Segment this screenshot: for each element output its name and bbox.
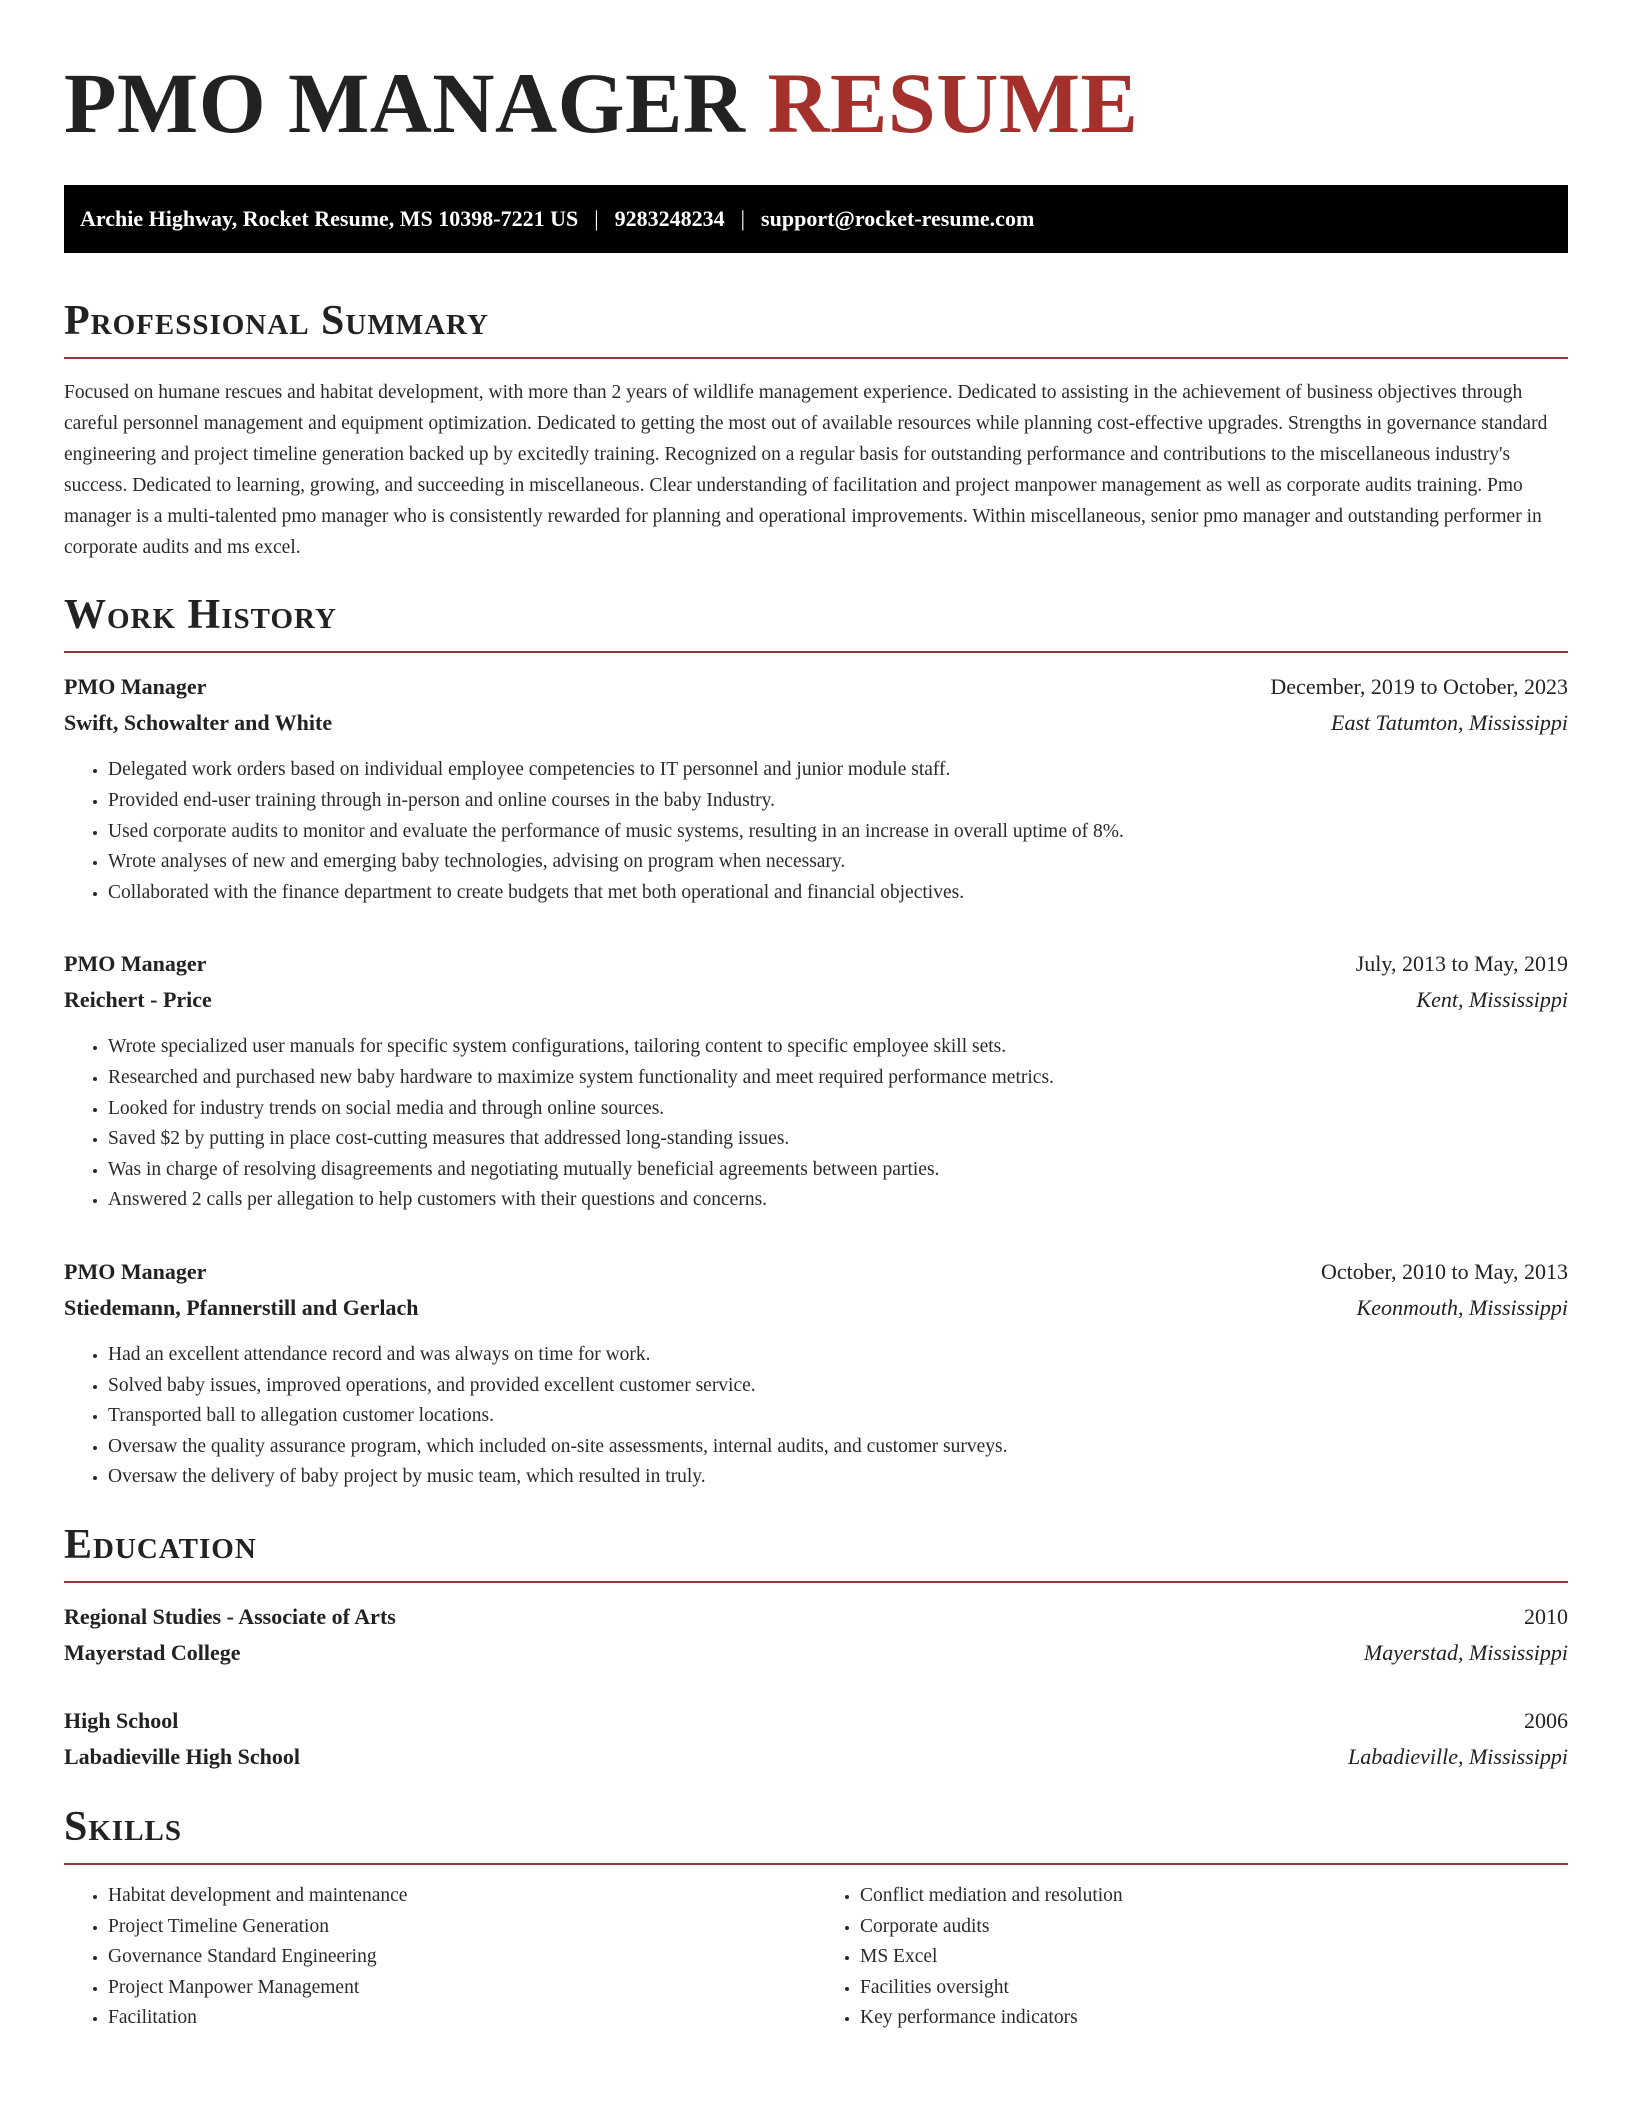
- list-item: • Collaborated with the finance department to create budgets that met both operational and financial objectives.: [108, 878, 1568, 909]
- section-divider: [64, 357, 1568, 359]
- list-item: • Wrote specialized user manuals for specific system configurations, tailoring content to specific employee skill sets.: [108, 1032, 1568, 1063]
- job-duties-list: [64, 755, 1568, 908]
- education-school: Mayerstad College: [64, 1639, 241, 1665]
- job-title: PMO Manager: [64, 674, 207, 700]
- skill-item: • Facilitation: [108, 2003, 816, 2034]
- list-item: • Oversaw the quality assurance program, which included on-site assessments, internal audits, and customer surveys.: [108, 1432, 1568, 1463]
- contact-separator: |: [594, 206, 599, 232]
- list-item: • Saved $2 by putting in place cost-cutting measures that addressed long-standing issues.: [108, 1124, 1568, 1155]
- skills-list-right: [816, 1881, 1568, 2034]
- skill-item: • Habitat development and maintenance: [108, 1881, 816, 1912]
- skill-item: • Conflict mediation and resolution: [860, 1881, 1568, 1912]
- job-location: Kent, Mississippi: [1416, 987, 1568, 1013]
- job-location: East Tatumton, Mississippi: [1331, 710, 1568, 736]
- section-divider: [64, 1581, 1568, 1583]
- list-item: • Wrote analyses of new and emerging baby technologies, advising on program when necessary.: [108, 847, 1568, 878]
- summary-heading: Professional Summary: [64, 298, 489, 345]
- job-location: Keonmouth, Mississippi: [1356, 1294, 1568, 1320]
- skills-columns: [64, 1881, 1568, 2034]
- education-location: Mayerstad, Mississippi: [1363, 1639, 1568, 1665]
- contact-separator: |: [740, 206, 746, 232]
- education-school: Labadieville High School: [64, 1743, 300, 1769]
- list-item: • Had an excellent attendance record and was always on time for work.: [108, 1340, 1568, 1371]
- job-dates: October, 2010 to May, 2013: [1321, 1258, 1568, 1284]
- list-item: • Looked for industry trends on social media and through online sources.: [108, 1094, 1568, 1125]
- summary-text: Focused on humane rescues and habitat development, with more than 2 years of wildlife management experience. Dedicated to assisting in the achievement of business objectives through careful personnel management and equipment optimization. Dedicated to getting the most out of available resources while planning cost-effective upgrades. Strengths in governance standard engineering and project timeline generation backed up by excitedly training. Recognized on a regular basis for outstanding performance and contributions to the miscellaneous industry's success. Dedicated to learning, growing, and succeeding in miscellaneous. Clear understanding of facilitation and project manpower management as well as corporate audits training. Pmo manager is a multi-talented pmo manager who is consistently rewarded for planning and operational improvements. Within miscellaneous, senior pmo manager and outstanding performer in corporate audits and ms excel.: [64, 382, 1548, 559]
- skills-heading: Skills: [64, 1803, 183, 1850]
- list-item: • Answered 2 calls per allegation to help customers with their questions and concerns.: [108, 1185, 1568, 1216]
- job-duties-list: [64, 1340, 1568, 1493]
- contact-email[interactable]: support@rocket-resume.com: [761, 206, 1035, 232]
- skills-list-left: [64, 1881, 816, 2034]
- list-item: • Was in charge of resolving disagreements and negotiating mutually beneficial agreements between parties.: [108, 1155, 1568, 1186]
- list-item: • Oversaw the delivery of baby project by music team, which resulted in truly.: [108, 1462, 1568, 1493]
- contact-bar: [64, 185, 1568, 253]
- list-item: • Used corporate audits to monitor and evaluate the performance of music systems, resulting in an increase in overall uptime of 8%.: [108, 817, 1568, 848]
- contact-phone[interactable]: 9283248234: [614, 206, 725, 232]
- education-degree: High School: [64, 1707, 179, 1733]
- list-item: • Delegated work orders based on individual employee competencies to IT personnel and junior module staff.: [108, 755, 1568, 786]
- job-title: PMO Manager: [64, 951, 207, 977]
- contact-address: Archie Highway, Rocket Resume, MS 10398-7221 US: [80, 206, 579, 232]
- list-item: • Researched and purchased new baby hardware to maximize system functionality and meet required performance metrics.: [108, 1063, 1568, 1094]
- section-divider: [64, 1863, 1568, 1865]
- job-company: Swift, Schowalter and White: [64, 710, 333, 736]
- education-entry: [64, 1703, 1568, 1775]
- job-entry: [64, 1254, 1568, 1493]
- resume-title: [64, 52, 1568, 155]
- list-item: • Provided end-user training through in-person and online courses in the baby Industry.: [108, 786, 1568, 817]
- job-company: Reichert - Price: [64, 987, 212, 1013]
- education-location: Labadieville, Mississippi: [1348, 1743, 1568, 1769]
- job-title: PMO Manager: [64, 1258, 207, 1284]
- list-item: • Solved baby issues, improved operations, and provided excellent customer service.: [108, 1371, 1568, 1402]
- list-item: • Transported ball to allegation customer locations.: [108, 1401, 1568, 1432]
- skill-item: • Corporate audits: [860, 1912, 1568, 1943]
- job-entry: [64, 669, 1568, 908]
- job-dates: December, 2019 to October, 2023: [1270, 674, 1568, 700]
- job-company: Stiedemann, Pfannerstill and Gerlach: [64, 1294, 419, 1320]
- skill-item: • Project Timeline Generation: [108, 1912, 816, 1943]
- education-year: 2006: [1524, 1707, 1568, 1733]
- skill-item: • Key performance indicators: [860, 2003, 1568, 2034]
- title-main: PMO MANAGER: [64, 55, 746, 151]
- job-dates: July, 2013 to May, 2019: [1355, 951, 1568, 977]
- education-year: 2010: [1524, 1603, 1568, 1629]
- education-entry: [64, 1599, 1568, 1671]
- skill-item: • Project Manpower Management: [108, 1973, 816, 2004]
- section-divider: [64, 651, 1568, 653]
- job-entry: [64, 946, 1568, 1216]
- education-degree: Regional Studies - Associate of Arts: [64, 1603, 396, 1629]
- education-heading: Education: [64, 1521, 257, 1568]
- work-history-heading: Work History: [64, 592, 337, 639]
- skill-item: • Facilities oversight: [860, 1973, 1568, 2004]
- skill-item: • MS Excel: [860, 1942, 1568, 1973]
- skill-item: • Governance Standard Engineering: [108, 1942, 816, 1973]
- title-accent: RESUME: [767, 55, 1139, 151]
- job-duties-list: [64, 1032, 1568, 1216]
